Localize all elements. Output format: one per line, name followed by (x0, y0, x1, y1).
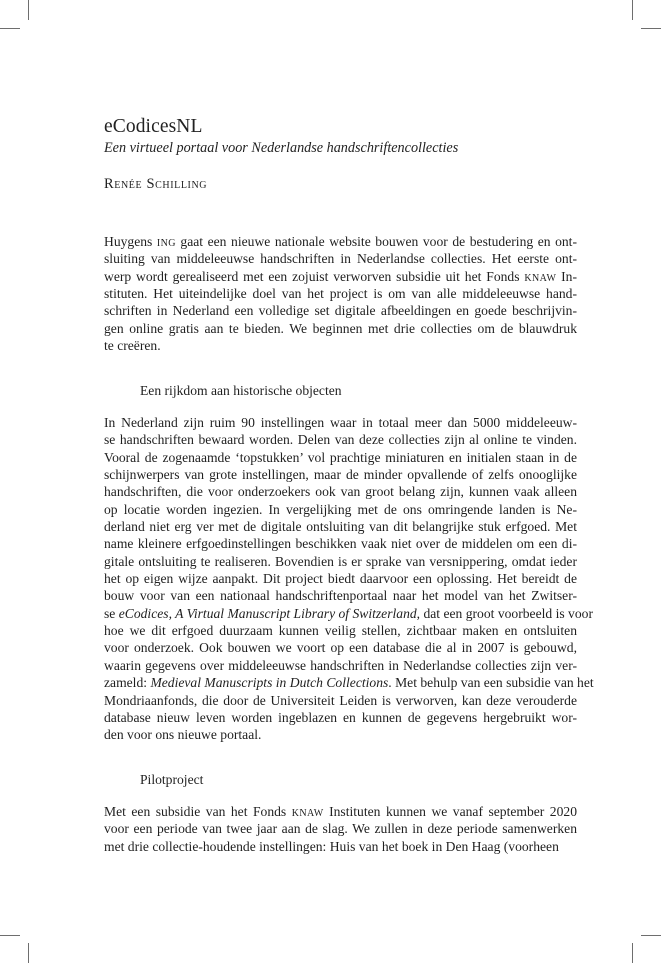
article-title: eCodicesNL (104, 116, 203, 137)
text-run: se (104, 605, 119, 621)
text-line (104, 501, 577, 518)
section1-paragraph (104, 414, 594, 744)
text-run: hoe we dit erfgoed duurzaam kunnen veilig stellen, zichtbaar maken en ontsluiten (104, 623, 577, 639)
text-line (104, 535, 577, 552)
text-run: name kleinere erfgoedinstellingen beschikken vaak niet over de middelen om een di- (104, 536, 577, 552)
crop-mark-top-left-vertical (28, 0, 29, 20)
text-line (104, 518, 577, 535)
text-line (104, 483, 577, 500)
text-run: handschriften, die voor onderzoekers ook van groot belang zijn, kunnen vaak alleen (104, 484, 577, 500)
text-line (104, 587, 577, 604)
text-line (104, 820, 577, 837)
text-run: Huygens (104, 234, 157, 249)
crop-mark-bottom-left-horizontal (0, 935, 20, 936)
text-line (104, 622, 577, 639)
text-line (104, 233, 577, 250)
text-line (104, 692, 577, 709)
text-run: te creëren. (104, 338, 161, 354)
text-line (104, 726, 577, 743)
text-run: . Met behulp van een subsidie van het (388, 675, 594, 691)
text-line (104, 657, 577, 674)
text-run: bouw voor van een nationaal handschriftenportaal naar het model van het Zwitser- (104, 588, 577, 604)
text-run: het op eigen wijze aanpakt. Dit project biedt daarvoor een oplossing. Het bereidt de (104, 571, 577, 587)
text-line (104, 838, 577, 855)
text-run: sluiting van middeleeuwse handschriften in Nederlandse collecties. Het eerste ont- (104, 251, 577, 267)
text-line (104, 337, 577, 354)
text-run: Mondriaanfonds, die door de Universiteit Leiden is verworven, kan deze verouderde (104, 692, 577, 708)
crop-mark-bottom-right-vertical (632, 943, 633, 963)
text-run: In- (556, 268, 578, 284)
text-run: database nieuw leven worden ingeblazen en kunnen de gegevens hergebruikt wor- (104, 709, 577, 725)
text-run: gaat een nieuwe nationale website bouwen voor de bestudering en ont- (175, 234, 577, 249)
section-heading-historische-objecten: Een rijkdom aan historische objecten (140, 383, 342, 398)
text-run: schriften in Nederland een volledige set digitale afbeeldingen en goede beschrijvin- (104, 303, 577, 319)
text-run: gitale ontsluiting te realiseren. Bovendien is er sprake van versnippering, omdat ieder (104, 553, 577, 569)
text-run: stituten. Het uiteindelijke doel van het project is om van alle middeleeuwse hand- (104, 286, 577, 302)
text-line (104, 803, 577, 820)
text-run: werp wordt gerealiseerd met een zojuist verworven subsidie uit het Fonds (104, 268, 525, 284)
text-line (104, 414, 577, 431)
italic-title: Medieval Manuscripts in Dutch Collections (150, 675, 389, 691)
crop-mark-top-right-vertical (632, 0, 633, 20)
section-heading-pilotproject: Pilotproject (140, 772, 204, 787)
text-line (104, 449, 577, 466)
text-run: voor onderzoek. Ook bouwen we voort op een database die al in 2007 is gebouwd, (104, 640, 577, 656)
crop-mark-bottom-left-vertical (28, 943, 29, 963)
text-line (104, 302, 577, 319)
intro-paragraph (104, 233, 577, 354)
text-line (104, 466, 577, 483)
text-line (104, 570, 577, 587)
text-run: Vooral de zogenaamde ‘topstukken’ vol prachtige miniaturen en initialen staan in de (104, 449, 577, 465)
small-caps-acronym: ing (156, 234, 176, 249)
text-run: , dat een groot voorbeeld is voor (416, 605, 593, 621)
article-author: Renée Schilling (104, 176, 208, 192)
text-line (104, 250, 577, 267)
text-run: gen online gratis aan te bieden. We beginnen met drie collecties om de blauwdruk (104, 320, 577, 336)
text-run: Instituten kunnen we vanaf september 2020 (323, 804, 577, 819)
small-caps-acronym: knaw (524, 268, 557, 284)
text-run: voor een periode van twee jaar aan de slag. We zullen in deze periode samenwerken (104, 821, 577, 837)
text-line (104, 320, 577, 337)
text-line (104, 268, 577, 285)
text-run: den voor ons nieuwe portaal. (104, 727, 262, 743)
text-run: Met een subsidie van het Fonds (104, 804, 292, 819)
text-line (104, 605, 593, 622)
crop-mark-bottom-right-horizontal (641, 935, 661, 936)
text-run: se handschriften bewaard worden. Delen van deze collecties zijn al online te vinden. (104, 432, 577, 448)
text-line (104, 285, 577, 302)
small-caps-acronym: knaw (291, 804, 324, 819)
text-line (104, 431, 577, 448)
text-run: In Nederland zijn ruim 90 instellingen waar in totaal meer dan 5000 middeleeuw- (104, 415, 577, 430)
text-run: derland niet erg ver met de digitale ontsluiting van dit belangrijke stuk erfgoed. Met (104, 519, 577, 535)
text-run: op locatie worden ingezien. In vergelijking met de ons omringende landen is Ne- (104, 501, 577, 517)
crop-mark-top-right-horizontal (641, 28, 661, 29)
text-line (104, 674, 594, 691)
text-run: waarin gegevens over middeleeuwse handschriften in Nederlandse collecties zijn ver- (104, 657, 577, 673)
text-run: zameld: (104, 675, 151, 691)
text-run: schijnwerpers van grote instellingen, maar de minder opvallende of zelfs onooglijke (104, 467, 577, 483)
crop-mark-top-left-horizontal (0, 28, 20, 29)
italic-title: eCodices, A Virtual Manuscript Library of Switzerland (118, 605, 417, 621)
text-line (104, 553, 577, 570)
text-line (104, 639, 577, 656)
section2-paragraph (104, 803, 577, 855)
article-subtitle: Een virtueel portaal voor Nederlandse handschriftencollecties (104, 140, 459, 156)
text-run: met drie collectie-houdende instellingen: Huis van het boek in Den Haag (voorheen (104, 838, 559, 854)
text-line (104, 709, 577, 726)
